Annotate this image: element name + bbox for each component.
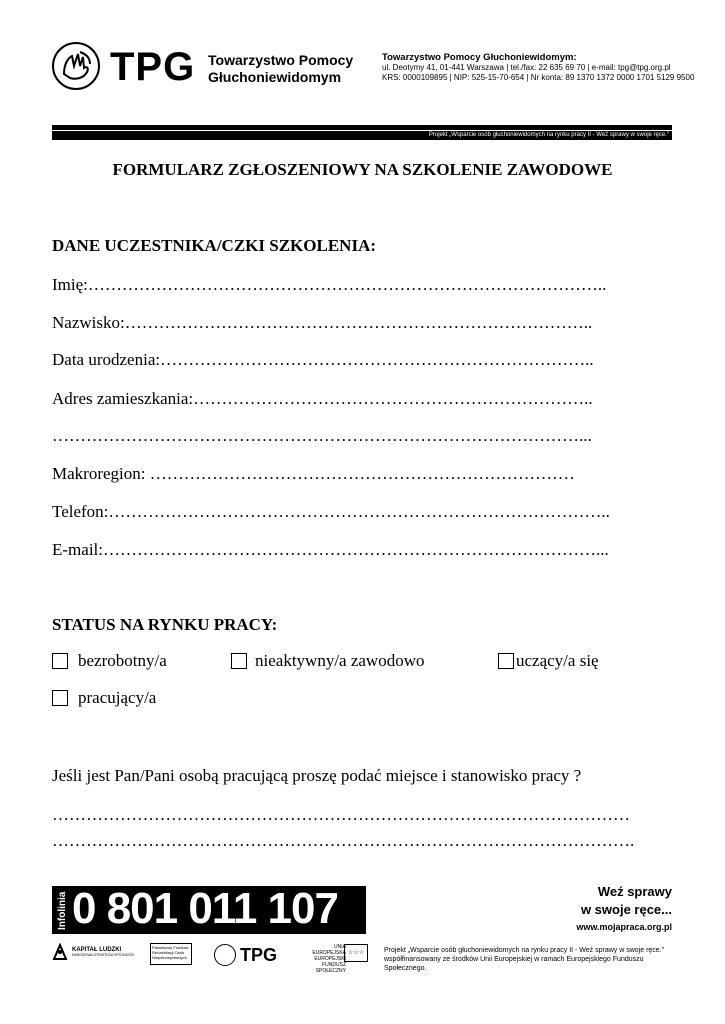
field-email[interactable] xyxy=(52,540,672,560)
field-label: Adres zamieszkania: xyxy=(52,389,194,408)
project-banner-text: Projekt „Wsparcie osób głuchoniewidomych na rynku pracy II - Weź sprawy w swoje ręce." xyxy=(428,132,669,138)
kl-title: KAPITAŁ LUDZKI xyxy=(72,947,122,953)
option-label: uczący/a się xyxy=(516,651,599,670)
option-student[interactable] xyxy=(498,651,599,671)
eu-flag-icon: ☆☆☆ xyxy=(344,944,368,962)
field-label: Imię: xyxy=(52,275,88,294)
org-name-line2: Głuchoniewidomym xyxy=(208,69,342,85)
field-birth-date[interactable] xyxy=(52,350,672,370)
form-title: FORMULARZ ZGŁOSZENIOWY NA SZKOLENIE ZAWODOWE xyxy=(112,160,613,179)
option-label: pracujący/a xyxy=(78,688,157,707)
field-dots: ……………………………………………………………………………... xyxy=(102,540,609,559)
option-inactive[interactable] xyxy=(231,651,424,671)
checkbox[interactable] xyxy=(498,653,514,669)
infolinia-label xyxy=(54,889,68,931)
checkbox[interactable] xyxy=(52,690,68,706)
field-dots: …………………………………………………………………………….. xyxy=(108,502,610,521)
field-dots: ……………………………………………………………………………….. xyxy=(87,275,607,294)
field-dots: ……………………………………………………………………….. xyxy=(124,313,593,332)
org-name xyxy=(208,52,353,86)
project-info xyxy=(384,946,676,973)
tpg-small-logo: TPG xyxy=(240,945,278,965)
tpg-logo-hands-icon xyxy=(52,42,100,90)
field-dots: …………………………………………………………………………………... xyxy=(52,426,592,445)
field-label: Data urodzenia: xyxy=(52,350,161,369)
field-dots: ………………………………………………………………….. xyxy=(160,350,594,369)
infolinia-text: Infolinia xyxy=(57,891,68,930)
checkbox[interactable] xyxy=(52,653,68,669)
hotline-number[interactable]: 0 801 011 107 xyxy=(72,884,338,933)
tpg-small-hands-icon xyxy=(214,944,236,966)
workplace-question: Jeśli jest Pan/Pani osobą pracującą proszę podać miejsce i stanowisko pracy ? xyxy=(52,766,582,785)
option-label: nieaktywny/a zawodowo xyxy=(255,651,425,670)
contact-line1: ul. Deotymy 41, 01-441 Warszawa | tel./fax: 22 635 69 70 | e-mail: tpg@tpg.org.pl xyxy=(382,63,671,72)
option-label: bezrobotny/a xyxy=(78,651,167,670)
project-info-line2: współfinansowany ze środków Unii Europejskiej w ramach Europejskiego Funduszu Społecznego. xyxy=(384,956,644,972)
section-labor-status: STATUS NA RYNKU PRACY: xyxy=(52,615,278,634)
website-link[interactable]: www.mojapraca.org.pl xyxy=(576,922,672,932)
workplace-answer-line1[interactable]: ………………………………………………………………………………………… xyxy=(52,805,630,824)
field-label: Telefon: xyxy=(52,502,109,521)
kl-subtitle: NARODOWA STRATEGIA SPÓJNOŚCI xyxy=(72,953,135,957)
workplace-answer-line2[interactable]: …………………………………………………………………………………………. xyxy=(52,831,635,850)
field-macroregion[interactable] xyxy=(52,464,672,484)
contact-title: Towarzystwo Pomocy Głuchoniewidomym: xyxy=(382,52,577,63)
slogan-line2: w swoje ręce... xyxy=(580,902,672,917)
footer-white-strip xyxy=(366,886,488,934)
field-label: Nazwisko: xyxy=(52,313,125,332)
field-last-name[interactable] xyxy=(52,313,672,333)
project-info-line1: Projekt „Wsparcie osób głuchoniewidomych na rynku pracy II - Weź sprawy w swoje ręce." xyxy=(384,947,665,954)
field-first-name[interactable] xyxy=(52,275,672,295)
eu-text: UNIA EUROPEJSKA EUROPEJSKI FUNDUSZ SPOŁECZNY xyxy=(312,944,346,974)
option-employed[interactable] xyxy=(52,688,156,708)
contact-block xyxy=(382,53,694,83)
pfron-logo: Państwowy Fundusz Rehabilitacji Osób Niepełnosprawnych xyxy=(150,943,192,965)
kapital-ludzki-logo xyxy=(52,943,134,961)
field-label: E-mail: xyxy=(52,540,103,559)
project-banner xyxy=(52,131,672,140)
field-dots: …………………………………………………………….. xyxy=(193,389,593,408)
section-participant-data: DANE UCZESTNIKA/CZKI SZKOLENIA: xyxy=(52,236,377,255)
org-name-line1: Towarzystwo Pomocy xyxy=(208,52,354,68)
field-dots: ………………………………………………………………… xyxy=(149,464,575,483)
tpg-logo-text: TPG xyxy=(110,45,196,89)
field-phone[interactable] xyxy=(52,502,672,522)
slogan-line1: Weź sprawy xyxy=(597,884,672,899)
checkbox[interactable] xyxy=(231,653,247,669)
option-unemployed[interactable] xyxy=(52,651,167,671)
contact-line2: KRS: 0000109895 | NIP: 525-15-70-654 | Nr konta: 89 1370 1372 0000 1701 5129 9500 xyxy=(382,73,695,82)
field-address-continued[interactable] xyxy=(52,426,672,446)
kapital-ludzki-icon xyxy=(52,943,68,961)
field-label: Makroregion: xyxy=(52,464,150,483)
field-address[interactable] xyxy=(52,389,672,409)
